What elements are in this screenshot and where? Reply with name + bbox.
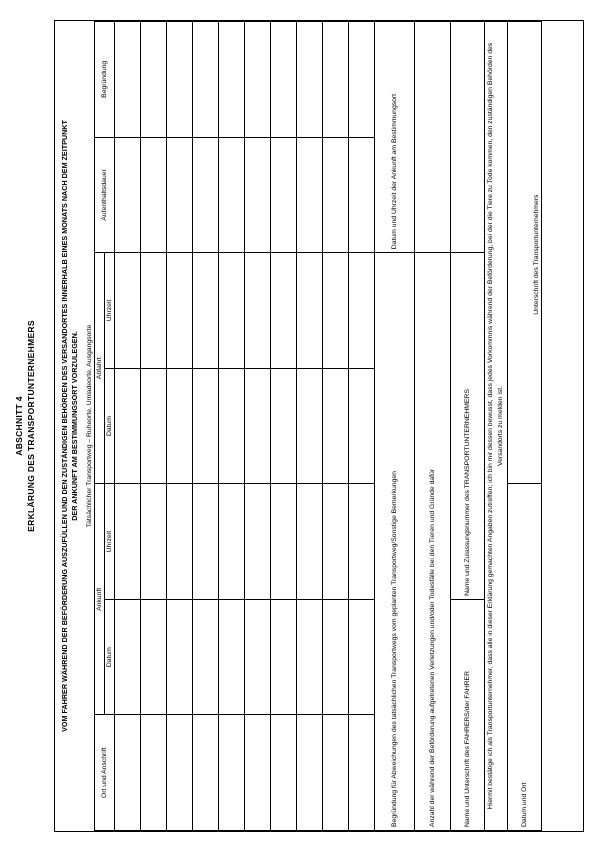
table-row[interactable] <box>348 22 374 831</box>
section-label: ABSCHNITT 4 <box>14 396 24 456</box>
top-note-line1: VOM FAHRER WÄHREND DER BEFÖRDERUNG AUSZUFÜLLEN UND DEN ZUSTÄNDIGEN BEHÖRDEN DES VERSANDORTES INNERHALB EINES MONATS NACH DEM ZEITPUNKT <box>60 120 69 732</box>
cell-duration[interactable] <box>270 137 296 253</box>
table-row[interactable] <box>166 22 192 831</box>
cell-arrival-date[interactable] <box>192 599 218 715</box>
cell-departure-date[interactable] <box>166 368 192 484</box>
declaration-text: Hiermit bestätige ich als Transportunternehmer, dass alle in dieser Erklärung gemachten Angaben zutreffen; ich bin mir dessen bewusst, dass jedes Vorkommnis während der Beförderung, bei der die Tiere zu Tode kommen, den zuständigen Behörden des Versandorts zu melden ist. <box>484 22 507 831</box>
cell-departure-date[interactable] <box>192 368 218 484</box>
cell-departure-time[interactable] <box>348 253 374 369</box>
cell-reason[interactable] <box>244 22 270 138</box>
top-note <box>55 21 85 831</box>
cell-departure-time[interactable] <box>296 253 322 369</box>
cell-departure-time[interactable] <box>270 253 296 369</box>
cell-departure-time[interactable] <box>218 253 244 369</box>
cell-arrival-date[interactable] <box>296 599 322 715</box>
cell-duration[interactable] <box>322 137 348 253</box>
cell-departure-date[interactable] <box>140 368 166 484</box>
cell-arrival-date[interactable] <box>218 599 244 715</box>
cell-arrival-date[interactable] <box>322 599 348 715</box>
header-departure-date: Datum <box>104 368 114 484</box>
cell-reason[interactable] <box>348 22 374 138</box>
cell-reason[interactable] <box>166 22 192 138</box>
cell-arrival-time[interactable] <box>192 484 218 600</box>
cell-place[interactable] <box>296 715 322 831</box>
cell-departure-time[interactable] <box>322 253 348 369</box>
route-title: Tatsächlicher Transportweg – Ruheorte, Umladeorte, Ausgangsorte <box>85 22 95 831</box>
names-spacer[interactable] <box>450 22 484 253</box>
top-note-line2: DER ANKUNFT AM BESTIMMUNGSORT VORZULEGEN. <box>70 331 80 521</box>
declaration-row <box>484 22 507 831</box>
date-place-label: Datum und Ort <box>508 484 542 831</box>
cell-arrival-time[interactable] <box>322 484 348 600</box>
injuries-label: Anzahl der während der Beförderung aufgetretenen Verletzungen und/oder Todesfälle bei den Tieren und Gründe dafür <box>414 253 450 831</box>
cell-arrival-date[interactable] <box>348 599 374 715</box>
cell-departure-time[interactable] <box>140 253 166 369</box>
table-header-group-row <box>94 22 104 831</box>
table-row[interactable] <box>270 22 296 831</box>
header-arrival-date: Datum <box>104 599 114 715</box>
cell-departure-time[interactable] <box>166 253 192 369</box>
form-body <box>54 20 584 832</box>
table-row[interactable] <box>322 22 348 831</box>
cell-duration[interactable] <box>244 137 270 253</box>
cell-arrival-time[interactable] <box>348 484 374 600</box>
signature-label: Unterschrift des Transportunternehmers <box>508 22 542 484</box>
cell-departure-date[interactable] <box>348 368 374 484</box>
cell-duration[interactable] <box>140 137 166 253</box>
cell-place[interactable] <box>140 715 166 831</box>
cell-departure-time[interactable] <box>114 253 140 369</box>
cell-arrival-date[interactable] <box>244 599 270 715</box>
deviation-label: Begründung für Abweichungen des tatsächlichen Transportwegs vom geplanten Transportweg/Sonstige Bemerkungen <box>374 253 414 831</box>
table-row[interactable] <box>296 22 322 831</box>
cell-departure-date[interactable] <box>322 368 348 484</box>
names-row[interactable] <box>450 22 484 831</box>
cell-reason[interactable] <box>218 22 244 138</box>
section-title: ERKLÄRUNG DES TRANSPORTUNTERNEHMERS <box>26 320 36 532</box>
cell-duration[interactable] <box>348 137 374 253</box>
cell-place[interactable] <box>348 715 374 831</box>
cell-place[interactable] <box>218 715 244 831</box>
header-arrival-time: Uhrzeit <box>104 484 114 600</box>
cell-duration[interactable] <box>114 137 140 253</box>
table-row[interactable] <box>140 22 166 831</box>
cell-place[interactable] <box>166 715 192 831</box>
form-header <box>14 20 36 832</box>
cell-departure-date[interactable] <box>114 368 140 484</box>
table-row[interactable] <box>114 22 140 831</box>
cell-place[interactable] <box>322 715 348 831</box>
cell-place[interactable] <box>114 715 140 831</box>
table-row[interactable] <box>192 22 218 831</box>
cell-arrival-time[interactable] <box>296 484 322 600</box>
cell-departure-date[interactable] <box>218 368 244 484</box>
cell-arrival-date[interactable] <box>140 599 166 715</box>
cell-reason[interactable] <box>192 22 218 138</box>
cell-departure-date[interactable] <box>244 368 270 484</box>
cell-place[interactable] <box>192 715 218 831</box>
cell-duration[interactable] <box>218 137 244 253</box>
cell-reason[interactable] <box>270 22 296 138</box>
cell-reason[interactable] <box>296 22 322 138</box>
signature-row[interactable] <box>508 22 542 831</box>
driver-label: Name und Unterschrift des FAHRERS/der FAHRER <box>450 599 484 830</box>
transporter-label: Name und Zulassungsnummer des TRANSPORTUNTERNEHMERS <box>450 253 484 600</box>
cell-reason[interactable] <box>140 22 166 138</box>
header-departure-time: Uhrzeit <box>104 253 114 369</box>
header-place: Ort und Anschrift <box>94 715 114 831</box>
header-duration: Aufenthaltsdauer <box>94 137 114 253</box>
table-row[interactable] <box>244 22 270 831</box>
table-row[interactable] <box>218 22 244 831</box>
cell-reason[interactable] <box>322 22 348 138</box>
route-table <box>85 21 542 831</box>
header-reason: Begründung <box>94 22 114 138</box>
cell-arrival-date[interactable] <box>166 599 192 715</box>
cell-duration[interactable] <box>166 137 192 253</box>
deviation-row[interactable] <box>374 22 414 831</box>
cell-departure-date[interactable] <box>270 368 296 484</box>
cell-place[interactable] <box>244 715 270 831</box>
cell-duration[interactable] <box>296 137 322 253</box>
cell-duration[interactable] <box>192 137 218 253</box>
injuries-row[interactable] <box>414 22 450 831</box>
cell-arrival-time[interactable] <box>244 484 270 600</box>
header-departure-group: Abfahrt <box>94 253 104 484</box>
cell-arrival-date[interactable] <box>114 599 140 715</box>
form-sheet <box>14 20 590 832</box>
cell-arrival-time[interactable] <box>140 484 166 600</box>
cell-departure-time[interactable] <box>192 253 218 369</box>
cell-arrival-time[interactable] <box>218 484 244 600</box>
cell-arrival-date[interactable] <box>270 599 296 715</box>
header-arrival-group: Ankunft <box>94 484 104 715</box>
cell-arrival-time[interactable] <box>166 484 192 600</box>
cell-departure-date[interactable] <box>296 368 322 484</box>
cell-place[interactable] <box>270 715 296 831</box>
cell-arrival-time[interactable] <box>270 484 296 600</box>
cell-reason[interactable] <box>114 22 140 138</box>
arrival-final-value[interactable] <box>414 22 450 253</box>
arrival-final-label: Datum und Uhrzeit der Ankunft am Bestimmungsort <box>374 22 414 253</box>
cell-departure-time[interactable] <box>244 253 270 369</box>
route-title-row <box>85 22 95 831</box>
cell-arrival-time[interactable] <box>114 484 140 600</box>
